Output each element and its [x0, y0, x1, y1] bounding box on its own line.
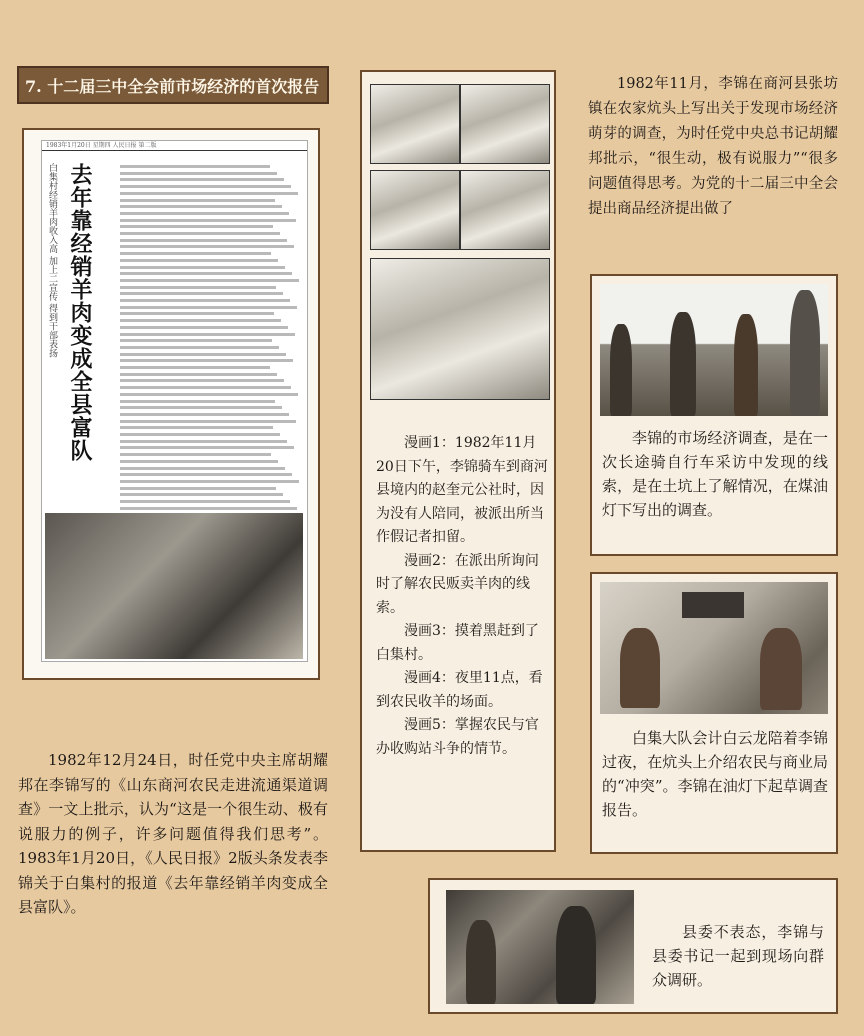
newspaper-text-line	[120, 386, 291, 389]
newspaper-text-line	[120, 440, 287, 443]
newspaper-masthead: 1983年1月20日 星期四 人民日报 第二版	[42, 141, 307, 151]
newspaper-text-line	[120, 299, 290, 302]
newspaper-subheading: 白集村经销羊肉收入高 加上二宣传 得到干部表扬	[47, 163, 57, 358]
newspaper-clipping	[22, 128, 320, 680]
newspaper-text-line	[120, 426, 273, 429]
intro-text: 1982年11月，李锦在商河县张坊镇在农家炕头上写出关于发现市场经济萌芽的调查，为时任党中央总书记胡耀邦批示，“很生动，极有说服力”“很多问题值得思考。为党的十二届三中全会提出商品经济提出做了	[588, 76, 838, 217]
newspaper-text-line	[120, 460, 278, 463]
night-talk-photo	[600, 582, 828, 714]
comic-image-2	[460, 84, 550, 164]
photo-box-2	[590, 572, 838, 854]
photo-box-1	[590, 274, 838, 556]
newspaper-text-line	[120, 312, 274, 315]
newspaper-text-line	[120, 266, 285, 269]
newspaper-text-line	[120, 212, 289, 215]
newspaper-text-line	[120, 366, 270, 369]
newspaper-text-line	[120, 178, 284, 181]
newspaper-text-line	[120, 205, 282, 208]
comic-caption-4: 漫画4：夜里11点，看到农民收羊的场面。	[376, 670, 543, 710]
newspaper-text-line	[120, 400, 275, 403]
newspaper-text-line	[120, 252, 271, 255]
newspaper-text-line	[120, 319, 281, 322]
newspaper-text-line	[120, 259, 278, 262]
newspaper-text-line	[120, 406, 282, 409]
newspaper-text-line	[120, 245, 294, 248]
newspaper-text-line	[120, 239, 287, 242]
newspaper-text-line	[120, 359, 293, 362]
newspaper-text-line	[120, 346, 279, 349]
newspaper-text-line	[120, 446, 294, 449]
newspaper-text-line	[120, 219, 296, 222]
newspaper-text-line	[120, 507, 297, 510]
annotation-text: 1982年12月24日，时任党中央主席胡耀邦在李锦写的《山东商河农民走进流通渠道调查》一文上批示，认为“这是一个很生动、极有说服力的例子，许多问题值得我们思考”。1983年1月20日，《人民日报》2版头条发表李锦关于白集村的报道《去年靠经销羊肉变成全县富队》。	[18, 751, 328, 916]
newspaper-text-line	[120, 326, 288, 329]
field-survey-photo	[600, 284, 828, 416]
newspaper-text-line	[120, 192, 298, 195]
comic-captions	[376, 432, 550, 761]
newspaper-text-line	[120, 473, 292, 476]
newspaper-text-line	[120, 225, 273, 228]
newspaper-text-line	[120, 333, 295, 336]
photo2-caption: 白集大队会计白云龙陪着李锦过夜，在炕头上介绍农民与商业局的“冲突”。李锦在油灯下起草调查报告。	[602, 729, 828, 819]
comic-image-1	[370, 84, 460, 164]
photo-box-3	[428, 878, 838, 1014]
section-title: 7. 十二届三中全会前市场经济的首次报告	[17, 66, 329, 104]
newspaper-text-line	[120, 272, 292, 275]
comic-image-3	[370, 170, 460, 250]
newspaper-text-line	[120, 453, 271, 456]
comic-caption-5: 漫画5：掌握农民与官办收购站斗争的情节。	[376, 717, 539, 757]
newspaper-text-line	[120, 232, 280, 235]
newspaper-text-line	[120, 373, 277, 376]
newspaper-text-line	[120, 467, 285, 470]
newspaper-text-line	[120, 172, 277, 175]
newspaper-text-line	[120, 493, 283, 496]
newspaper-text-line	[120, 286, 276, 289]
newspaper-text-line	[120, 480, 299, 483]
newspaper-text-line	[120, 413, 289, 416]
photo1-caption: 李锦的市场经济调查，是在一次长途骑自行车采访中发现的线索，是在土坑上了解情况，在煤油灯下写出的调查。	[602, 429, 828, 519]
newspaper-text-line	[120, 433, 280, 436]
photo3-caption: 县委不表态，李锦与县委书记一起到现场向群众调研。	[652, 923, 824, 989]
newspaper-text-line	[120, 420, 296, 423]
newspaper-headline: 去年靠经销羊肉变成全县富队	[67, 163, 93, 462]
newspaper-text-line	[120, 339, 272, 342]
comic-caption-3: 漫画3：摸着黑赶到了白集村。	[376, 623, 539, 663]
newspaper-text-line	[120, 165, 270, 168]
comic-caption-2: 漫画2：在派出所询问时了解农民贩卖羊肉的线索。	[376, 552, 539, 616]
comic-image-4	[460, 170, 550, 250]
newspaper-text-line	[120, 500, 290, 503]
newspaper-page	[41, 140, 308, 662]
village-survey-photo	[446, 890, 634, 1004]
newspaper-text-line	[120, 185, 291, 188]
comic-caption-1: 漫画1：1982年11月20日下午，李锦骑车到商河县境内的赵奎元公社时，因为没有人陪同，被派出所当作假记者扣留。	[376, 435, 548, 545]
newspaper-photo	[45, 513, 303, 659]
newspaper-text-line	[120, 487, 276, 490]
newspaper-text-line	[120, 306, 297, 309]
comic-panel	[360, 70, 556, 852]
newspaper-text-line	[120, 379, 284, 382]
newspaper-text-line	[120, 292, 283, 295]
newspaper-text-line	[120, 393, 298, 396]
newspaper-text-line	[120, 353, 286, 356]
newspaper-text-line	[120, 279, 299, 282]
newspaper-text-line	[120, 199, 275, 202]
comic-image-5	[370, 258, 550, 400]
